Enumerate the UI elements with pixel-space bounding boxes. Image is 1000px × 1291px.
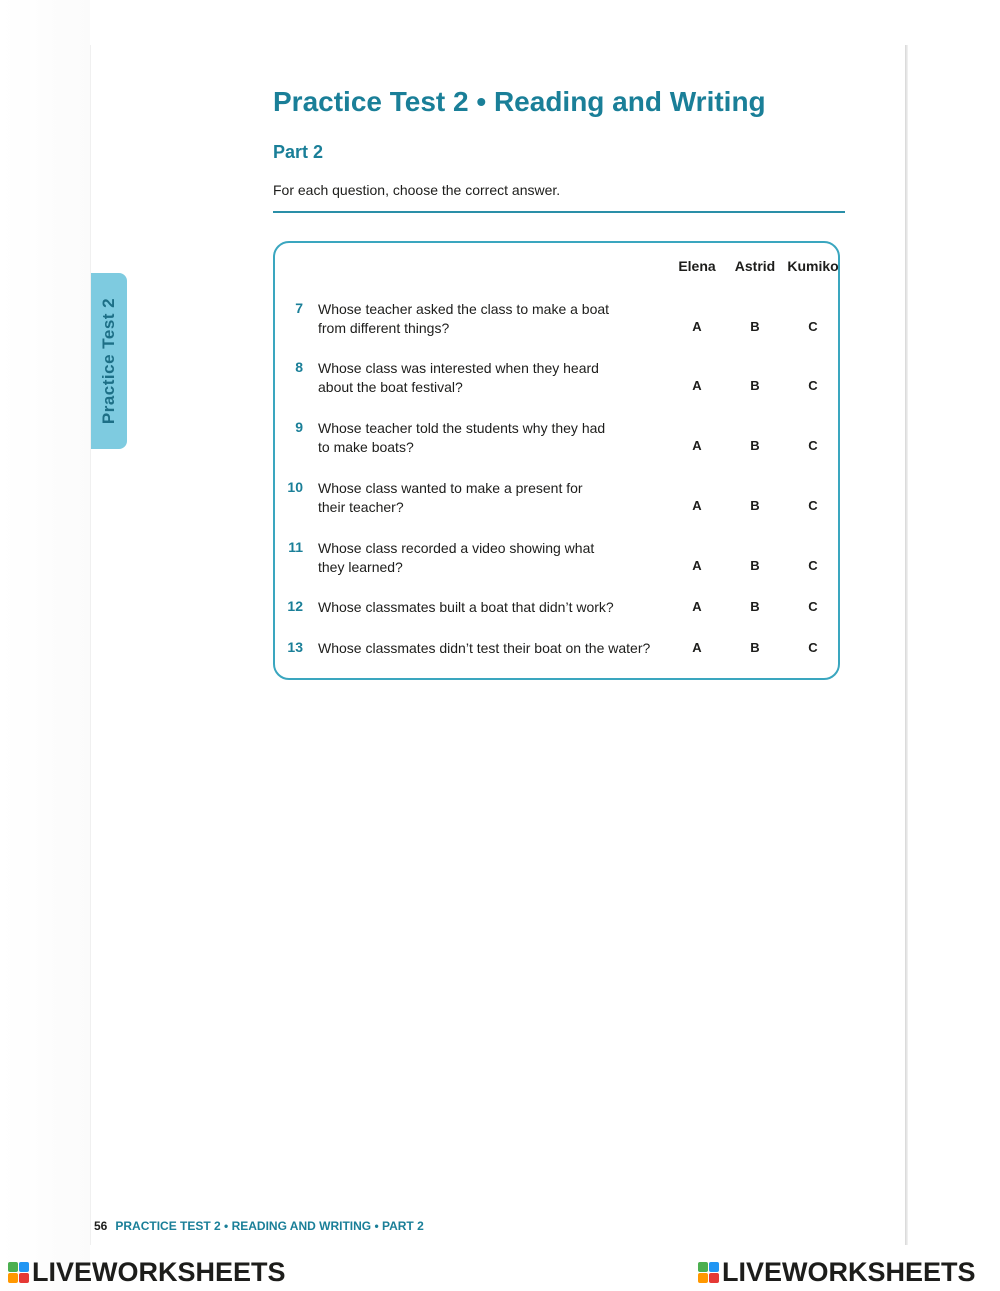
- option-a[interactable]: A: [692, 558, 702, 573]
- liveworksheets-logo-left: [8, 1258, 286, 1286]
- scan-margin: [0, 0, 90, 1291]
- question-number: 8: [295, 359, 303, 375]
- column-header-kumiko: Kumiko: [787, 258, 839, 274]
- question-line: about the boat festival?: [318, 379, 463, 395]
- option-b[interactable]: B: [750, 498, 760, 513]
- question-text: [318, 639, 650, 658]
- option-b[interactable]: B: [750, 378, 760, 393]
- option-b[interactable]: B: [750, 640, 760, 655]
- option-c[interactable]: C: [808, 558, 818, 573]
- option-c[interactable]: C: [808, 498, 818, 513]
- column-header-elena: Elena: [678, 258, 716, 274]
- footer-text: PRACTICE TEST 2 • READING AND WRITING • PART 2: [115, 1219, 424, 1233]
- question-line: Whose class was interested when they heard: [318, 360, 599, 376]
- option-b[interactable]: B: [750, 599, 760, 614]
- logo-tile: [698, 1262, 708, 1272]
- option-c[interactable]: C: [808, 378, 818, 393]
- option-b[interactable]: B: [750, 319, 760, 334]
- option-a[interactable]: A: [692, 378, 702, 393]
- question-line: Whose classmates didn’t test their boat on the water?: [318, 640, 651, 656]
- question-number: 13: [287, 639, 303, 655]
- option-a[interactable]: A: [692, 599, 702, 614]
- part-heading: Part 2: [273, 142, 324, 162]
- option-a[interactable]: A: [692, 319, 702, 334]
- liveworksheets-icon: [8, 1262, 29, 1283]
- question-number: 9: [295, 419, 303, 435]
- page-title: Practice Test 2 • Reading and Writing: [273, 86, 766, 117]
- question-line: Whose class recorded a video showing what: [318, 540, 595, 556]
- option-c[interactable]: C: [808, 599, 818, 614]
- question-line: Whose teacher told the students why they had: [318, 420, 606, 436]
- side-tab-label: Practice Test 2: [99, 297, 118, 425]
- question-text: [318, 419, 605, 457]
- question-line: Whose classmates built a boat that didn’t work?: [318, 599, 614, 615]
- question-text: [318, 539, 594, 577]
- logo-tile: [19, 1273, 29, 1283]
- question-line: their teacher?: [318, 499, 404, 515]
- option-b[interactable]: B: [750, 558, 760, 573]
- option-c[interactable]: C: [808, 438, 818, 453]
- question-number: 10: [287, 479, 303, 495]
- question-text: [318, 300, 609, 338]
- option-c[interactable]: C: [808, 640, 818, 655]
- question-line: Whose teacher asked the class to make a boat: [318, 301, 610, 317]
- divider: [273, 211, 845, 213]
- liveworksheets-logo-right: [698, 1258, 976, 1286]
- question-number: 11: [288, 539, 303, 555]
- question-line: from different things?: [318, 320, 450, 336]
- logo-tile: [709, 1273, 719, 1283]
- logo-tile: [698, 1273, 708, 1283]
- option-a[interactable]: A: [692, 498, 702, 513]
- question-number: 7: [295, 300, 303, 316]
- question-line: they learned?: [318, 559, 403, 575]
- page-footer: [94, 1219, 424, 1233]
- liveworksheets-icon: [698, 1262, 719, 1283]
- question-number: 12: [287, 598, 303, 614]
- instruction-text: For each question, choose the correct answer.: [273, 182, 561, 198]
- brand-text: LIVEWORKSHEETS: [32, 1256, 286, 1287]
- logo-tile: [8, 1262, 18, 1272]
- option-a[interactable]: A: [692, 438, 702, 453]
- option-a[interactable]: A: [692, 640, 702, 655]
- column-header-astrid: Astrid: [734, 258, 776, 274]
- brand-text: LIVEWORKSHEETS: [722, 1256, 976, 1287]
- logo-tile: [19, 1262, 29, 1272]
- question-line: to make boats?: [318, 439, 414, 455]
- question-text: [318, 359, 599, 397]
- option-c[interactable]: C: [808, 319, 818, 334]
- page-number: 56: [94, 1219, 108, 1233]
- option-b[interactable]: B: [750, 438, 760, 453]
- logo-tile: [8, 1273, 18, 1283]
- question-text: [318, 598, 614, 617]
- question-line: Whose class wanted to make a present for: [318, 480, 583, 496]
- page-edge: [905, 45, 908, 1245]
- question-text: [318, 479, 583, 517]
- logo-tile: [709, 1262, 719, 1272]
